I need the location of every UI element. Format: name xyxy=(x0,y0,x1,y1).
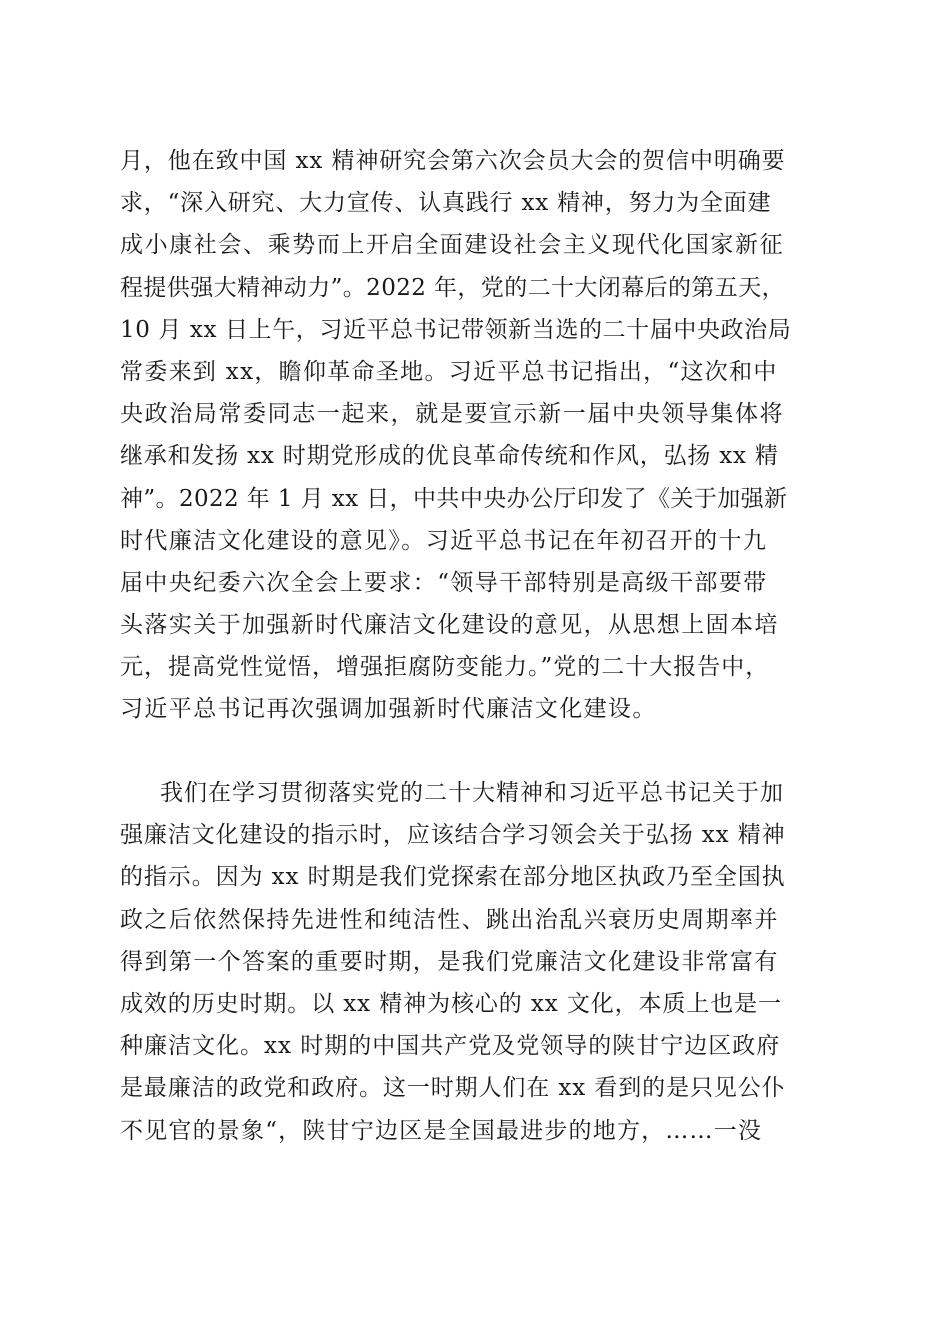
paragraph-1-line: 元，提高党性觉悟，增强拒腐防变能力。”党的二十大报告中， xyxy=(120,654,770,681)
paragraph-2-line: 政之后依然保持先进性和纯洁性、跳出治乱兴衰历史周期率并 xyxy=(120,906,779,933)
paragraph-1 xyxy=(120,140,836,731)
paragraph-1-line: 头落实关于加强新时代廉洁文化建设的意见，从思想上固本培 xyxy=(120,612,779,639)
paragraph-2-line: 是最廉洁的政党和政府。这一时期人们在 xx 看到的是只见公仆 xyxy=(120,1075,786,1102)
paragraph-2-line: 我们在学习贯彻落实党的二十大精神和习近平总书记关于加 xyxy=(160,780,784,806)
paragraph-1-line: 程提供强大精神动力”。2022 年，党的二十大闭幕后的第五天， xyxy=(120,274,786,301)
paragraph-1-line: 月，他在致中国 xx 精神研究会第六次会员大会的贺信中明确要 xyxy=(120,148,786,174)
paragraph-2-line: 成效的历史时期。以 xx 精神为核心的 xx 文化，本质上也是一 xyxy=(120,990,782,1017)
paragraph-1-line: 神”。2022 年 1 月 xx 日，中共中央办公厅印发了《关于加强新 xyxy=(120,485,788,512)
paragraph-2-line: 的指示。因为 xx 时期是我们党探索在部分地区执政乃至全国执 xyxy=(120,864,786,891)
paragraph-1-line: 时代廉洁文化建设的意见》。习近平总书记在年初召开的十九 xyxy=(120,527,768,554)
paragraph-2-line: 不见官的景象“，陕甘宁边区是全国最进步的地方，……一没 xyxy=(120,1117,763,1144)
paragraph-1-line: 求，“深入研究、大力宣传、认真践行 xx 精神，努力为全面建 xyxy=(120,190,772,217)
paragraph-1-line: 成小康社会、乘势而上开启全面建设社会主义现代化国家新征 xyxy=(120,232,785,259)
paragraph-1-line: 10 月 xx 日上午，习近平总书记带领新当选的二十届中央政治局 xyxy=(120,316,792,343)
paragraph-1-line: 届中央纪委六次全会上要求：“领导干部特别是高级干部要带 xyxy=(120,569,768,596)
paragraph-2-line: 种廉洁文化。xx 时期的中国共产党及党领导的陕甘宁边区政府 xyxy=(120,1033,781,1060)
paragraph-2-line: 强廉洁文化建设的指示时，应该结合学习领会关于弘扬 xx 精神 xyxy=(120,822,786,849)
paragraph-1-line: 央政治局常委同志一起来，就是要宣示新一届中央领导集体将 xyxy=(120,401,785,428)
paragraph-1-line: 常委来到 xx，瞻仰革命圣地。习近平总书记指出，“这次和中 xyxy=(120,358,778,385)
paragraph-1-line: 习近平总书记再次强调加强新时代廉洁文化建设。 xyxy=(120,696,657,723)
paragraph-1-line: 继承和发扬 xx 时期党形成的优良革命传统和作风，弘扬 xx 精 xyxy=(120,443,779,470)
paragraph-2-line: 得到第一个答案的重要时期，是我们党廉洁文化建设非常富有 xyxy=(120,948,779,975)
paragraph-2 xyxy=(120,772,836,1152)
